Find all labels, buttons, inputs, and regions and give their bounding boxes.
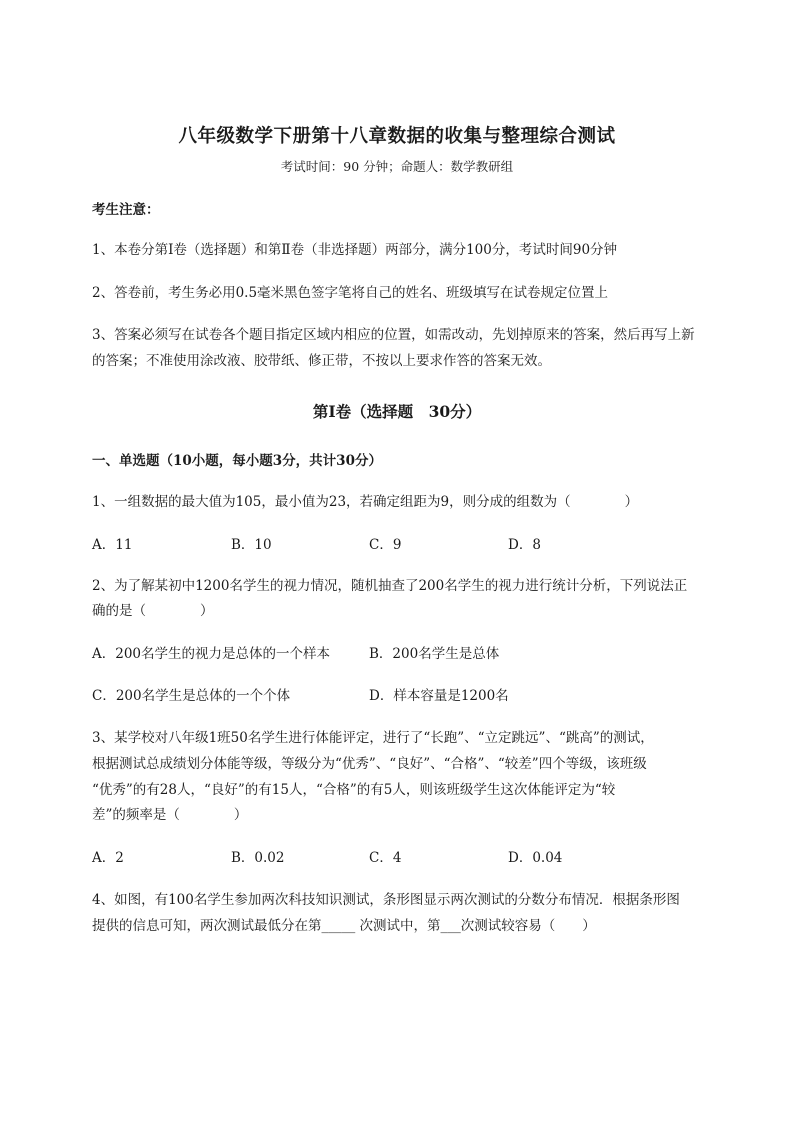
q3-option-d: D．0.04: [508, 850, 563, 866]
question-2-text-cont: 确的是（ ）: [92, 603, 214, 619]
exam-subtitle: 考试时间：90 分钟；命题人：数学教研组: [280, 159, 514, 174]
q2-option-d: D．样本容量是1200名: [369, 688, 509, 704]
question-2-text: 2、为了解某初中1200名学生的视力情况，随机抽查了200名学生的视力进行统计分析，下列说法正: [92, 578, 688, 594]
q1-option-a: A．11: [92, 537, 133, 553]
q1-option-b: B．10: [231, 537, 272, 553]
q3-option-c: C．4: [369, 850, 402, 866]
q1-option-d: D．8: [508, 537, 541, 553]
question-3-text-cont-3: 差”的频率是（ ）: [92, 807, 248, 823]
notice-item-1: 1、本卷分第I卷（选择题）和第Ⅱ卷（非选择题）两部分，满分100分，考试时间90分钟: [92, 242, 618, 258]
q1-option-c: C．9: [369, 537, 402, 553]
q2-option-c: C．200名学生是总体的一个个体: [92, 688, 291, 704]
q3-option-b: B．0.02: [231, 850, 285, 866]
section-title: 第I卷（选择题 30分）: [312, 402, 482, 421]
question-3-text-cont-2: “优秀”的有28人，“良好”的有15人，“合格”的有5人，则该班级学生这次体能评定为“较: [92, 782, 616, 798]
q2-option-b: B．200名学生是总体: [369, 646, 500, 662]
part-heading: 一、单选题（10小题，每小题3分，共计30分）: [92, 453, 382, 469]
question-4-text: 4、如图，有100名学生参加两次科技知识测试，条形图显示两次测试的分数分布情况．根据条形图: [92, 892, 680, 908]
notice-item-3: 3、答案必须写在试卷各个题目指定区域内相应的位置，如需改动，先划掉原来的答案，然后再写上新: [92, 327, 695, 343]
notice-item-2: 2、答卷前，考生务必用0.5毫米黑色签字笔将自己的姓名、班级填写在试卷规定位置上: [92, 285, 609, 301]
notice-item-3-cont: 的答案；不准使用涂改液、胶带纸、修正带，不按以上要求作答的答案无效。: [92, 353, 551, 369]
question-3-text-cont-1: 根据测试总成绩划分体能等级，等级分为“优秀”、“良好”、“合格”、“较差”四个等级，该班级: [92, 756, 647, 772]
exam-title: 八年级数学下册第十八章数据的收集与整理综合测试: [178, 126, 616, 147]
notice-heading: 考生注意：: [92, 202, 160, 218]
question-3-text: 3、某学校对八年级1班50名学生进行体能评定，进行了“长跑”、“立定跳远”、“跳高”的测试，: [92, 730, 654, 746]
q3-option-a: A．2: [92, 850, 124, 866]
q2-option-a: A．200名学生的视力是总体的一个样本: [92, 646, 331, 662]
question-4-text-cont: 提供的信息可知，两次测试最低分在第_____ 次测试中，第___次测试较容易（ ）: [92, 918, 596, 934]
question-1-text: 1、一组数据的最大值为105，最小值为23，若确定组距为9，则分成的组数为（ ）: [92, 494, 639, 510]
